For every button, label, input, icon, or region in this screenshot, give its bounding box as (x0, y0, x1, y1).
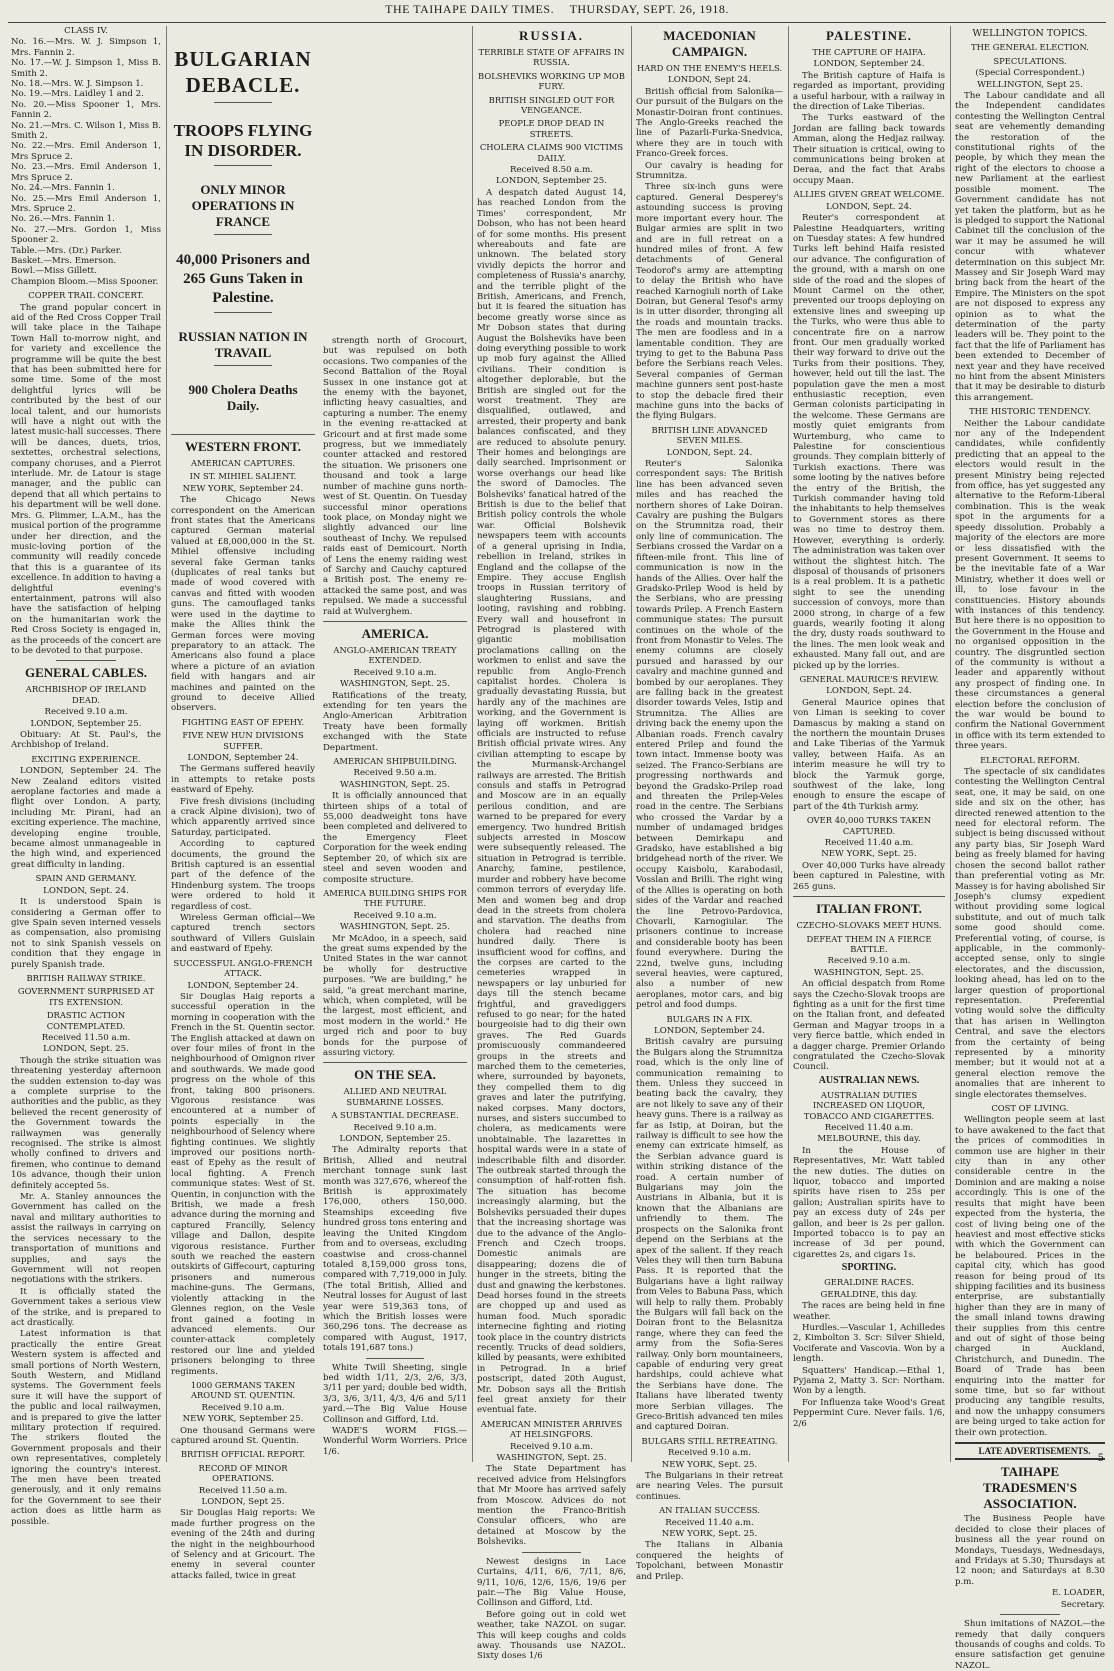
received-time: Received 11.40 a.m. (824, 1123, 914, 1133)
received-time: Received 8.50 a.m. (510, 165, 593, 176)
turks-captured-heading: OVER 40,000 TURKS TAKEN CAPTURED. (806, 815, 932, 836)
headline-bulgarian-debacle: BULGARIAN DEBACLE. (174, 47, 312, 97)
dateline: LONDON, September 25. (339, 1134, 451, 1145)
exciting-text: LONDON, September 24. The New Zealand editors visited aeroplane factories and made a flight over London. A party, including Mr. Pirani, had an exciting experience. The machine, developing engine trouble, became almost unmanageable in the high wind, and experienced great difficulty in landing. (11, 766, 161, 870)
bulgars-fix-text: British cavalry are pursuing the Bulgars along the Strumnitza road, which is the only line of communication remaining to them. Unless they succeed in beating back the cavalry, they are not likely to save any of their heavy guns. There is a railway as far as Istip, at Doiran, but the railway is difficult to see how the enemy can extricate himself, as the Serbian advance guard is within striking distance of the road. A certain number of Bulgarians may join the Austrians in Albania, but it is known that the Albanians are unfriendly to them. The prospects on the Salonika front depend on the Serbians at the apex of the salient. If they reach Veles they will then turn Babuna Pass. It is reported that the Bulgarians have a light railway from Veles to Babuna Pass, which will help to rally them. Probably the Bulgars will fall back on the Doiran front to the Belasnitza range, where they can feed the army from the Sofia-Seres railway. Only born mountaineers, capable of enduring very great hardships, could achieve what the Serbians have done. The Italians have liberated twenty more Serbian villages. The Greco-British advanced ten miles and captured Doiran. (636, 1037, 783, 1433)
received-time: Received 9.10 a.m. (827, 956, 911, 967)
column-rule (166, 26, 167, 1462)
divider (214, 312, 272, 313)
dateline: NEW YORK, Sept. 25. (661, 1459, 758, 1470)
headline-minor-operations: ONLY MINOR OPERATIONS IN FRANCE (191, 182, 295, 229)
strike-paragraph: Though the strike situation was threatening yesterday afternoon the sudden extension to-day was a complete surprise to the authorities and the public, as they believed the recent generosity of the Government towards the railwaymen was generally recognised. The strike is almost wholly confined to drivers and firemen, who continue to demand 10s advance, though their union definitely accepted 5s. (11, 1055, 161, 1191)
still-retreating-text: The Bulgarians in their retreat are nearing Veles. The pursuit continues. (636, 1471, 783, 1502)
russia-text: A despatch dated August 14, has reached London from the Times' correspondent, Mr Dobson, who has not been heard of for some months. His present whereabouts and fate are unknown. The belated story vividly depicts the horror and completeness of Russia's anarchy, and the terrible plight of the British, Americans, and French, but it is feared the situation has become greatly worse since as Mr Dobson states that during August the Bolsheviks have been doing everything possible to work up mob fury against the Allied civilians. Their condition is altogether deplorable, but the British are singled out for the worst treatment. They are disqualified, outlawed, and arrested, their property and bank balances confiscated, and they are reduced to absolute penury. Their homes and belongings are daily searched. Imprisonment or worse overhangs our head like the sword of Damocles. The Bolsheviks' fanatical hatred of the British is due to the belief that British policy controls the whole war. Official Bolshevik newspapers teem with accounts of a general uprising in India, rebellion in Ireland, strikes in England and the collapse of the Empire. They accuse English troops in Russian territory of slaughtering Russians, and looting, ravishing and robbing. Every wall and housefront in Petrograd is plastered with gigantic mobilisation proclamations calling on the workmen to enlist and save the republic from Anglo-French capitalist hordes. Cholera is gradually devastating Russia, but hardly any of the machines are working, and the Government is laying off workmen. British officials are instructed to refuse British official private wires. Any civilian attempting to escape by the Murmansk-Archangel railways are arrested. The British consuls and staffs in Petrograd and Moscow are in an equally perilous condition, and are warned to be prepared for every emergency. Two hundred British subjects arrested in Moscow were subsequently released. The situation in Petrograd is terrible. Anarchy, famine, pestilence, murder and robbery have become common terrors of everyday life. Men and women beg and drop dead in the streets from cholera and starvation. The deaths from cholera had reached nine hundred daily. There is insufficient wood for coffins, and the corpses are carted to the cemeteries wrapped in newspapers or lay unburied for days till the stench became frightful, and gravediggers refused to go near; for the hated bourgeoisie had to dig their own graves. The Red Guards promiscuously commandeered groups in the streets and marched them to the cemeteries, where, surrounded by bayonets, they compelled them to dig graves and later the putrifying, naked corpses. Many doctors, nurses, and sisters succumbed to cholera, as medicaments were unobtainable. The lazarettes in hospital wards were in a state of indescribable filth and disorder. The outbreak started through the consumption of half-rotten fish. The situation has become increasingly alarming, but the Bolsheviks persuaded their dupes that the increasing shortage was due to the advance of the Anglo-French and Czech troops. Domestic animals are disappearing; dozens die of hunger in the streets, biting the dust and gnawing the kerbstones. Dead horses found in the streets are chopped up and used as human food. Much sporadic internecine fighting and rioting took place in the country districts recently. Trucks of dead soldiers, killed by peasants, were exhibited in Petrograd. In a brief postscript, dated 20th August, Mr. Dobson says all the British feel great anxiety for their eventual fate. (477, 187, 626, 1416)
turks-captured-text: Over 40,000 Turks have already been captured in Palestine, with 265 guns. (793, 860, 945, 892)
received-time: Received 11.50 a.m. (198, 1485, 288, 1496)
archbishop-heading: ARCHBISHOP OF IRELAND DEAD. (25, 684, 147, 705)
class-list (11, 37, 161, 287)
fierce-battle-heading: DEFEAT THEM IN A FIERCE BATTLE. (806, 933, 932, 954)
heels-paragraph: British official from Salonika—Our pursuit of the Bulgars on the Monastir-Doiran front continues. The Anglo-Greeks reached the line of Pazarli-Furka-Snedvica, where they are in touch with Franco-Greek forces. (636, 86, 783, 160)
spain-text: It is understood Spain is considering a German offer to give Spain seven interned vessels as compensation, also promising not to sink Spanish vessels on condition that they engage in purely Spanish trade. (11, 897, 161, 970)
divider (214, 365, 272, 366)
still-retreating-heading: BULGARS STILL RETREATING. (641, 1435, 778, 1446)
st-quentin-heading: 1000 GERMANS TAKEN AROUND ST. QUENTIN. (190, 1379, 296, 1401)
america-heading: AMERICA. (361, 625, 429, 641)
dateline: NEW YORK, Sept. 25. (821, 849, 917, 860)
dateline: LONDON, September 25. (30, 718, 142, 729)
bulgars-fix-heading: BULGARS IN A FIX. (666, 1013, 753, 1024)
peppermint-cure-ad: For Influenza take Wood's Great Peppermint Cure. Never fails. 1/6, 2/6 (793, 1397, 945, 1429)
headline-troops-flying: TROOPS FLYING IN DISORDER. (173, 121, 313, 160)
dateline: LONDON, September 24. (654, 1025, 765, 1036)
italian-front-heading: ITALIAN FRONT. (816, 901, 922, 917)
archbishop-text: Obituary: At St. Paul's, the Archbishop of Ireland. (11, 730, 161, 751)
concert-heading: COPPER TRAIL CONCERT. (28, 290, 144, 301)
races-paragraph: The races are being held in fine weather. (793, 1301, 945, 1322)
divider (366, 1358, 424, 1359)
divider (323, 1062, 467, 1063)
tradesmen-text: The Business People have decided to close their places of business all the year round on Mondays, Tuesdays, Wednesdays, and Fridays at 5.30; Thursdays at 12 noon; and Saturdays at 8.30 p.m. (955, 1514, 1105, 1587)
welcome-heading: ALLIES GIVEN GREAT WELCOME. (793, 189, 945, 200)
paper-title: THE TAIHAPE DAILY TIMES. (385, 2, 555, 16)
received-time: Received 9.10 a.m. (201, 1402, 285, 1413)
strike-paragraph: Mr. A. Stanley announces the Government has called on the naval and military authorities to assist the railways in carrying on the services necessary to the transportation of munitions and supplies, and says the Government will not reopen negotiations with the strikers. (11, 1192, 161, 1286)
mob-fury-heading: BOLSHEVIKS WORKING UP MOB FURY. (478, 70, 625, 92)
geraldine-races-heading: GERALDINE RACES. (824, 1277, 914, 1288)
dateline: NEW YORK, September 24. (182, 483, 304, 494)
received-time: Received 9.10 a.m. (44, 707, 128, 718)
class-heading: CLASS IV. (64, 26, 108, 36)
dateline: NEW YORK, September 25. (182, 1414, 304, 1425)
dateline: LONDON, September 24. (813, 59, 925, 70)
column-3 (320, 26, 470, 1462)
losses-heading: ALLIED AND NEUTRAL SUBMARINE LOSSES. (343, 1086, 447, 1107)
page-number: 5 (1097, 1453, 1104, 1464)
election-text: The Labour candidate and all the Independent candidates contesting the Wellington Central seat are vehemently demanding the restoration of the constitutional rights of the people, by which they mean the right of the electors to choose a new Parliament at the earliest possible moment. The Government candidate has not yet taken the platform, but as he is pledged to support the National Cabinet till the conclusion of the war it may be assumed he will concur with whatever determination on this subject Mr. Massey and Sir Joseph Ward may bring back from the heart of the Empire. The Ministers on the spot are not disposed to express any opinion as to what the determination of the party leaders will be. They point to the fact that the life of Parliament has been extended to December of next year and they have received no hint from the absent Ministers that it may be desirable to disturb this arrangement. (955, 91, 1105, 403)
received-time: Received 9.50 a.m. (353, 768, 437, 779)
received-time: Received 11.40 a.m. (665, 1517, 754, 1528)
anglo-french-heading: SUCCESSFUL ANGLO-FRENCH ATTACK. (173, 957, 313, 979)
shipbuilding-text: It is officially announced that thirteen ships of a total of 55,000 deadweight tons have been completed and delivered to the Emergency Fleet Corporation for the week ending September 20, of which six are steel and seven wooden and composite structure. (323, 791, 467, 885)
headline-cholera-deaths: 900 Cholera Deaths Daily. (188, 382, 298, 413)
received-time: Received 9.10 a.m. (353, 910, 437, 921)
cost-of-living-text: Wellington people seem at last to have awakened to the fact that the prices of commodities in common use are higher in their city than in any other considerable centre in the Dominion and are making a noise accordingly. This is one of the results that might have been expected from the hysteria, the cost of living being one of the heaviest and most effective sticks with which the Government can be belaboured. Prices in the capital city, which has good reason for being proud of its shipping facilities and its business enterprise, are substantially higher than they are in many of the small inland towns drawing their supplies from this centre and out of sight of those being charged in Auckland, Christchurch, and Dunedin. The Board of Trade has been enquiring into the matter for some time, but so far without producing any tangible results, and now the unhappy consumers are being urged to take action for their own protection. (955, 1115, 1105, 1438)
dateline: LONDON, Sept. 24. (43, 885, 129, 896)
sporting-heading: SPORTING. (841, 1262, 897, 1274)
masthead-rule (8, 22, 1106, 23)
column-rule (631, 26, 632, 1462)
duties-heading: AUSTRALIAN DUTIES INCREASED ON LIQUOR, TOBACCO AND CIGARETTES. (803, 1089, 935, 1121)
duties-text: In the House of Representatives, Mr. Watt tabled the new duties. The duties on liquor, tobacco and imported spirits have risen to 25s per gallon; Australian spirits have to pay an excess duty of 24s per gallon, and beer is 2s per gallon. Imported tobacco is to pay an increase of 3d per pound, cigarettes 2s, and cigars 1s. (793, 1145, 945, 1260)
column-6 (790, 26, 948, 1462)
column-2 (168, 26, 318, 1581)
spain-heading: SPAIN AND GERMANY. (35, 873, 137, 884)
treaty-heading: ANGLO-AMERICAN TREATY EXTENDED. (333, 644, 457, 666)
list-item: No. 27.—Mrs. Gordon 1, Miss Spooner 2. (11, 224, 161, 246)
column-4 (474, 26, 629, 1662)
masthead (0, 2, 1114, 24)
list-item: No. 26.—Mrs. Fannin 1. (11, 214, 115, 225)
headline-prisoners-palestine: 40,000 Prisoners and 265 Guns Taken in Palestine. (176, 252, 310, 306)
drop-dead-heading: PEOPLE DROP DEAD IN STREETS. (498, 118, 605, 139)
dateline: WASHINGTON, Sept. 25. (339, 779, 451, 790)
st-quentin-text: One thousand Germans were captured around St. Quentin. (171, 1425, 315, 1446)
shipbuilding-heading: AMERICAN SHIPBUILDING. (333, 756, 457, 767)
general-cables-heading: GENERAL CABLES. (24, 665, 148, 681)
dateline: NEW YORK, Sept. 25. (661, 1529, 758, 1540)
dateline: MELBOURNE, this day. (817, 1134, 921, 1145)
epehy-heading: FIGHTING EAST OF EPEHY. (181, 716, 305, 727)
dateline: LONDON, Sept. 25. (43, 1044, 129, 1055)
italian-success-text: The Italians in Albania conquered the heights of Topolchani, between Monastir and Prilep. (636, 1540, 783, 1582)
czecho-slovaks-text: An official despatch from Rome says the Czecho-Slovak troops are fighting as a unit for the first time on the Italian front, and defeated German and Magyar troops in a very fierce battle, which ended in a dagger charge. Premier Orlando congratulated the Czecho-Slovak Council. (793, 979, 945, 1073)
italian-success-heading: AN ITALIAN SUCCESS. (659, 1505, 760, 1516)
seven-miles-text: Reuter's Salonika correspondent says: The British line has been advanced seven miles and has reached the northern shores of Lake Doiran. Cavalry are pushing the Bulgars on the Strumnitza road, their only line of communication. The Serbians crossed the Vardar on a fifteen-mile front. This line of communication is now in the hands of the Allies. Over half the Gradsko-Prilep Wood is held by the Serbians, who are pressing towards Prilep. A French Eastern communique states: The pursuit continues on the whole of the front from Monastir to Veles. The enemy columns are closely pursued and harassed by our cavalry and machine gunned and bombed by our aeroplanes. They are falling back in the greatest disorder towards Veles, Istip and Strumnitza. The Allies are driving back the enemy upon the Albanian roads. French cavalry entered Prilep and found the town intact. Immense booty was seized. The Franco-Serbians are progressing northwards and beyond the Gradsko-Prilep road and threaten the Prilep-Veles road in the centre. The Serbians who crossed the Vardar by a number of undamaged bridges between Demirkapu and Gradsko, have established a big bridgehead north of the river. We occupy Kaisbolu, Karabodasil, Vosslan and Brilli. The right wing of the Allies is operating on both sides of the Vardar and reached the line Petrovo-Pardovica, Chovarli, Karnogiular. The prisoners continue to increase and considerable booty has been found everywhere. During the 22nd, twelve guns, including several heavies, were captured, also a number of new aeroplanes, motor cars, and big petrol and food dumps. (636, 459, 783, 1011)
seven-miles-heading: BRITISH LINE ADVANCED SEVEN MILES. (651, 424, 768, 446)
strike-subheading: DRASTIC ACTION CONTEMPLATED. (46, 1010, 126, 1031)
losses-text: The Admiralty reports that British, Allied and neutral merchant tonnage sunk last month was 327,676, whereof the British is approximately 176,000, others 150,000. Steamships exceeding five hundred gross tons entering and leaving the United Kingdom from and to overseas, excluding coastwise and cross-channel totaled 8,159,000 gross tons, compared with 7,719,000 in July. (The total British, Allied and Neutral losses for August of last year were 519,363 tons, of which the British losses were 360,296 tons. The decrease as compared with August, 1917, totals 191,687 tons.) (323, 1145, 467, 1354)
tendency-text: Neither the Labour candidate nor any of the Independent candidates, while confidently predicting that an appeal to the electors would result in the present Ministry being rejected from office, has yet suggested any alternative to the Reform-Liberal combination. This is the weak spot in the arguments for a speedy dissolution. Probably a majority of the electors are more or less dissatisfied with the present Government. It seems to be the inevitable fate of a War Ministry, whether it does well or ill, to lose favour in the constituencies. History abounds with instances of this tendency. But here there is no opposition to the Government in the House and no organised opposition in the country. The disgruntled section of the community is without a leader and apparently without any prospect of finding one. In these circumstances a general election before the conclusion of the war would be bound to confirm the National Government in office with its term extended to three years. (955, 418, 1105, 752)
hun-paragraph: Wireless German official—We captured trench sectors southward of Villers Guislain and eastward of Epehy. (171, 913, 315, 955)
anglo-french-text: Sir Douglas Haig reports a successful operation in the morning in cooperation with the French in the St. Quentin sector. The English attacked at dawn on over four miles of front in the neighbourhood of Omignon river and southwards. We made good progress on the whole of this front, taking 800 prisoners. Vigorous resistance was encountered at a number of points especially in the neighbourhood of Selency where fighting continues. We slightly improved our positions north-east of Epehy as the result of local fighting. A French communique states: West of St. Quentin, in conjunction with the British, we made a fresh advance during the morning and captured Francilly, Selency village and Dallon, despite vigorous resistance. Further south we reached the eastern outskirts of Giffecourt, capturing prisoners and numerous machine-guns. The Germans, violently attacking in the Glennes region, on the Vesle front gained a footing in advanced elements. Our counter-attack completely restored our line and yielded prisoners belonging to three regiments. (171, 991, 315, 1377)
divider (171, 434, 315, 435)
list-item: Basket.—Mrs. Emerson. (11, 255, 117, 266)
macedonian-heading: MACEDONIAN CAMPAIGN. (663, 28, 756, 59)
nazol-ad: Before going out in cold wet weather, take NAZOL on sugar. This will keep coughs and colds away. Thousands use NAZOL. Sixty doses 1/6 (477, 1609, 626, 1662)
list-item: No. 25.—Mrs Emil Anderson 1, Mrs. Spruce 2. (11, 193, 161, 214)
dateline: WASHINGTON, Sept. 25. (339, 922, 451, 933)
official-report-heading: BRITISH OFFICIAL REPORT. (180, 1449, 306, 1460)
divider (793, 896, 945, 897)
enemy-heels-heading: HARD ON THE ENEMY'S HEELS. (636, 63, 783, 73)
divider (214, 102, 272, 103)
dateline: LONDON, Sept 25. (201, 1497, 285, 1507)
dateline: WASHINGTON, Sept. 25. (496, 1453, 607, 1464)
election-heading: THE GENERAL ELECTION. (971, 42, 1089, 53)
list-item: Table.—Mrs. (Dr.) Parker. (11, 245, 122, 256)
headline-russian-nation: RUSSIAN NATION IN TRAVAIL (178, 329, 308, 360)
list-item: No. 16.—Mrs. W. J. Simpson 1, Mrs. Fannin 2. (11, 37, 161, 58)
strike-paragraph: Latest information is that practically the entire Great Western system is affected and small portions of North Western, South Western, and Midland systems. The Government feels sure it will have the support of the public and local railwaymen, and is prepared to give the latter military protection if required. The strikers flouted the Government proposals and their own representatives, completely ignoring the country's interest. The men have been treated generously, and it only remains for the Government to see their action does as little harm as possible. (11, 1329, 161, 1527)
electoral-reform-heading: ELECTORAL REFORM. (980, 754, 1080, 765)
maurice-heading: GENERAL MAURICE'S REVIEW. (799, 673, 939, 684)
worm-figs-ad: WADE'S WORM FIGS.—Wonderful Worm Worriers. Price 1/6. (323, 1426, 467, 1457)
strike-subheading: GOVERNMENT SURPRISED AT ITS EXTENSION. (17, 986, 155, 1007)
continued-text: strength north of Grocourt, but was repulsed on both occasions. Two companies of the Second Battalion of the Royal Sussex in one instance got at the enemy with the bayonet, inflicting heavy casualties, and capturing a number. The enemy in the evening re-attacked at Gricourt and at first made some progress, but we immediately counter attacked and restored the situation. We prisoners one thousand and took a large number of machine guns north-west of St. Quentin. On Tuesday successful minor operations took place, on Monday night we slightly advanced our line southeast of Inchy. We repulsed raids east of Demicourt. North of Lens the enemy raiding west of Sarchy and Cauchy captured a British post. The enemy re-attacked the same post, and was repulsed. We made a successful raid at Wulverghem. (323, 336, 467, 617)
list-item: Bowl.—Miss Gillett. (11, 266, 97, 277)
column-7 (952, 26, 1108, 1671)
hun-paragraph: According to captured documents, the ground the British captured is an essential part of the defence of the Hindenburg system. The troops were ordered to hold it regardless of cost. (171, 839, 315, 912)
late-ads-heading: LATE ADVERTISEMENTS. (955, 1442, 1105, 1460)
received-time: Received 11.40 a.m. (824, 838, 914, 849)
future-ships-text: Mr McAdoo, in a speech, said the great sums expended by the United States in the war cannot be wholly for destructive purposes. "We are building," he said, "a great merchant marine, which, when completed, will be the largest, most efficient, and most modern in the world." He urged rich and poor to buy bonds for the purpose of assuring victory. (323, 933, 467, 1058)
dateline: LONDON, Sept 24. (668, 75, 751, 86)
cholera-heading: CHOLERA CLAIMS 900 VICTIMS DAILY. (479, 142, 624, 163)
haifa-heading: THE CAPTURE OF HAIFA. (812, 47, 926, 57)
haifa-paragraph: The British capture of Haifa is regarded as important, providing a useful harbour, with a railway in the direction of Lake Tiberias. (793, 70, 945, 113)
sheeting-ad: White Twill Sheeting, single bed width 1/11, 2/3, 2/6, 3/3, 3/11 per yard; double bed width, 3/3, 3/6, 3/11, 4/3, 4/6 and 5/11 yard.—The Big Value House Collinson and Gifford, Ltd. (323, 1362, 467, 1425)
future-ships-heading: AMERICA BUILDING SHIPS FOR THE FUTURE. (323, 887, 467, 909)
decrease-heading: A SUBSTANTIAL DECREASE. (331, 1110, 459, 1121)
russia-heading: RUSSIA. (519, 28, 584, 43)
column-5 (633, 26, 786, 1582)
captures-heading: AMERICAN CAPTURES. (190, 458, 296, 468)
issue-date: THURSDAY, SEPT. 26, 1918. (569, 2, 729, 16)
dateline: WASHINGTON, Sept. 25. (339, 679, 451, 690)
dateline: WASHINGTON, Sept. 25. (813, 967, 925, 978)
divider (323, 621, 467, 622)
czecho-slovaks-heading: CZECHO-SLOVAKS MEET HUNS. (796, 920, 942, 931)
column-1 (8, 26, 164, 1527)
received-time: Received 9.10 a.m. (510, 1441, 593, 1452)
tradesmen-heading: TAIHAPE TRADESMEN'S ASSOCIATION. (983, 1464, 1077, 1512)
electoral-reform-text: The spectacle of six candidates contesting the Wellington Central seat, one, it may be said, on one side and six on the other, has directed renewed attention to the need for electoral reform. The subject is being discussed without any party bias, Sir Joseph Ward being as freely blamed for having chosen the second ballot rather than preferential voting as Mr. Massey is for having abolished Sir Joseph's clumsy expedient without providing some logical substitute, and out of much talk some good should come. Preferential voting, of course, is applicable, in the commonly-accepted sense, only to single electorates, and the discussion, looking ahead, has led on to the larger question of proportional representation. Preferential voting would solve the difficulty that has arisen in Wellington Central, and save the electors from the certainty of being represented by a minority member; but it would not at a general election remove the anomalies that are inherent to single electorates themselves. (955, 767, 1105, 1100)
divider (1000, 1614, 1060, 1615)
list-item: No. 22.—Mrs. Emil Anderson 1, Mrs Spruce 2. (11, 141, 161, 162)
strike-heading: BRITISH RAILWAY STRIKE. (26, 972, 146, 983)
column-rule (472, 26, 473, 1462)
vengeance-heading: BRITISH SINGLED OUT FOR VENGEANCE. (488, 94, 615, 116)
list-item: No. 24.—Mrs. Fannin 1. (11, 183, 115, 194)
minister-heading: AMERICAN MINISTER ARRIVES AT HELSINGFORS. (480, 1418, 623, 1440)
heels-paragraph: Three six-inch guns were captured. General Desperey's astounding success is proving more important every hour. The Bulgar armies are split in two and are in full retreat on a hundred miles of front. A few detachments of General Teodorof's army are attempting to delay the British who have reached Karnogiuli north of Lake Doiran, but General Tesof's army is in utter disorder, thronging all the roads and mountain tracks. The men are foodless and in a lamentable condition. They are trying to get to the Babuna Pass before the Serbians reach Veles. Several companies of German machine gunners sent post-haste to stop the debacle fired their machine guns into the backs of the flying Bulgars. (636, 182, 783, 422)
captures-text: The Chicago News correspondent on the American front states that the Americans captured German material valued at £8,000,000 in the St. Mihiel offensive including several fake German tanks (duplicates of real tanks but made of wood covered with canvas and fitted with wooden guns. The camouflaged tanks were used in the daytime to make the Allies think the German forces were moving preparatory to an attack. The Americans also found a place where a picture of an aviation field with hangars and air machines and painted on the ground to deceive Allied observers. (171, 495, 315, 714)
dateline: LONDON, September 24. (187, 980, 299, 991)
column-rule (788, 26, 789, 1462)
nazol-imitations-ad: Shun imitations of NAZOL—the remedy that daily conquers thousands of coughs and colds. To ensure satisfaction get genuine NAZOL. (955, 1619, 1105, 1671)
minister-text: The State Department has received advice from Helsingfors that Mr Moore has arrived safely from Moscow. Advices do not mention the Franco-British Consular officers, who are detained at Moscow by the Bolsheviks. (477, 1464, 626, 1548)
list-item: No. 19.—Mrs. Laidley 1 and 2. (11, 89, 144, 100)
column-rule (950, 26, 951, 1462)
divider (522, 1552, 582, 1553)
western-front-heading: WESTERN FRONT. (184, 439, 302, 454)
dateline: LONDON, September 24. (187, 752, 299, 763)
races-paragraph: Hurdles.—Vascular 1, Achilledes 2, Kimbolton 3. Scr: Silver Shield, Vociferate and Vascovia. Won by a length. (793, 1322, 945, 1365)
welcome-text: Reuter's correspondent at Palestine Headquarters, writing on Tuesday states: A few hundred Turks left behind Haifa resisted our advance. The configuration of the ground, with a marsh on one side of the road and the slopes of Mount Carmel on the other, prevented our troops deploying on extensive lines and sweeping up the Turks, who were thus able to concentrate fire on a narrow front. Our men gradually worked their way forward to drive out the Turks from their positions. They, however, held out till the last. The population gave the men a most enthusiastic reception, even German colonists participating in the welcome. These Germans are mostly quiet emigrants from Wurtemburg, who came to Palestine for conscientious grounds. They complain bitterly of Turkish exactions. There was some looting by the natives before the entry of the British, the Turkish commander having told the inhabitants to help themselves to Government stores as there was no time to destroy them. However, everything is orderly. The administration was taken over without the slightest hitch. The disposal of thousands of prisoners is a real problem. It is a pathetic sight to see the unending succession of convoys, more than 2000 strong, in charge of a few guards, wearily footing it along the dry, dusty roads southward to the lines. The men look weak and exhausted. Many fall out, and are picked up by the lorries. (793, 213, 945, 671)
dateline: LONDON, Sept. 24. (826, 201, 912, 212)
minor-operations-text: Sir Douglas Haig reports: We made further progress on the evening of the 24th and during the night in the neighbourhood of Selency and at Gricourt. The enemy in several counter attacks failed, twice in great (171, 1508, 315, 1581)
dateline: GERALDINE, this day. (820, 1289, 918, 1300)
list-item: No. 18.—Mrs. W. J. Simpson 1. (11, 79, 144, 90)
terrible-state-heading: TERRIBLE STATE OF AFFAIRS IN RUSSIA. (478, 47, 625, 68)
dateline: LONDON, September 25. (496, 176, 607, 187)
maurice-text: General Maurice opines that von Liman is seeking to cover Damascus by making a stand on the northern the mountain Druses and Lake Tiberias of the Yarmuk valley, between Haifa. As an interim measure he will try to block the Yarmuk gorge, southwest of the lake, long enough to ensure the escape of part of the 4th Turkish army. (793, 697, 945, 812)
list-item: No. 20.—Miss Spooner 1, Mrs. Fannin 2. (11, 99, 161, 121)
hun-divisions-heading: FIVE NEW HUN DIVISIONS SUFFER. (182, 730, 304, 751)
salient-heading: IN ST. MIHIEL SALIENT. (189, 471, 297, 482)
list-item: No. 21.—Mrs. C. Wilson 1, Miss B. Smith 2. (11, 120, 161, 142)
dateline: WELLINGTON, Sept 25. (977, 79, 1083, 90)
received-time: Received 9.10 a.m. (353, 667, 437, 678)
haifa-paragraph: The Turks eastward of the Jordan are falling back towards Amman, along the Hedjaz railway. Their situation is critical, owing to communications being broken at Deraa, and the fact that Arabs occupy Maan. (793, 113, 945, 186)
concert-text: The grand popular concert in aid of the Red Cross Copper Trail will take place in the Taihape Town Hall to-morrow night, and for variety and excellence the programme will be quite the best that has been submitted here for some time. Some of the most delightful lyrics will be contributed by the best of our local talent, and our humorists will have a night out with the latest music-hall successes. There will be dances, duets, trios, sextettes, orchestral selections, company choruses, and a Pierrot interlude. Mr. de Latour is stage manager, and the public can depend that all which pertains to his department will be well done. Mrs. G. Plimmer, L.A.M., has the musical portion of the programme under her direction, and the music-loving portion of the community will readily concede that this is a guarantee of its excellence. In addition to having a delightful evening's entertainment, patrons will also have the satisfaction of helping on the humanitarian work the Red Cross Society is engaged in, as the proceeds of the concert are to be devoted to that purpose. (11, 302, 162, 656)
races-paragraph: Squatters' Handicap.—Ethal 1, Pyjama 2, Matty 3. Scr: Northam. Won by a length. (793, 1365, 945, 1397)
lace-curtains-ad: Newest designs in Lace Curtains, 4/11, 6/6, 7/11, 8/6, 9/11, 10/6, 12/6, 15/6, 19/6 per pair.—The Big Value House, Collinson and Gifford, Ltd. (477, 1556, 626, 1609)
exciting-heading: EXCITING EXPERIENCE. (31, 753, 141, 764)
hun-paragraph: Five fresh divisions (including a crack Alpine division), two of which apparently arrived since Saturday, participated. (171, 796, 315, 838)
palestine-heading: PALESTINE. (826, 28, 912, 43)
heels-paragraph: Our cavalry is heading for Strumnitza. (636, 160, 783, 182)
divider (56, 660, 116, 661)
treaty-text: Ratifications of the treaty, extending for ten years the Anglo-American Arbitration Treaty have been formally exchanged with the State Department. (323, 690, 467, 753)
hun-paragraph: The Germans suffered heavily in attempts to retake posts eastward of Epehy. (171, 764, 315, 796)
divider (214, 234, 272, 235)
tradesmen-role: Secretary. (1060, 1599, 1105, 1610)
divider (214, 165, 272, 166)
list-item: Champion Bloom.—Miss Spooner. (11, 276, 159, 287)
wellington-topics-heading: WELLINGTON TOPICS. (972, 28, 1088, 39)
australian-news-heading: AUSTRALIAN NEWS. (818, 1074, 920, 1086)
dateline: LONDON, Sept. 24. (666, 447, 753, 458)
tradesmen-signature: E. LOADER, (1051, 1588, 1105, 1599)
list-item: No. 17.—W. J. Simpson 1, Miss B. Smith 2. (11, 58, 161, 79)
tendency-heading: THE HISTORIC TENDENCY. (969, 406, 1091, 417)
strike-paragraph: It is officially stated the Government takes a serious view of the strike, and is prepared to act drastically. (11, 1286, 161, 1328)
on-the-sea-heading: ON THE SEA. (354, 1067, 436, 1083)
minor-operations-heading: RECORD OF MINOR OPERATIONS. (198, 1462, 288, 1484)
speculations-heading: SPECULATIONS. (993, 55, 1067, 66)
list-item: No. 23.—Mrs. Emil Anderson 1, Mrs Spruce 2. (11, 162, 161, 183)
dateline: LONDON, Sept. 24. (826, 686, 912, 697)
byline: (Special Correspondent.) (975, 68, 1085, 79)
cost-of-living-heading: COST OF LIVING. (991, 1103, 1069, 1114)
received-time: Received 9.10 a.m. (353, 1122, 437, 1133)
received-time: Received 11.50 a.m. (41, 1032, 131, 1043)
received-time: Received 9.10 a.m. (668, 1448, 751, 1459)
